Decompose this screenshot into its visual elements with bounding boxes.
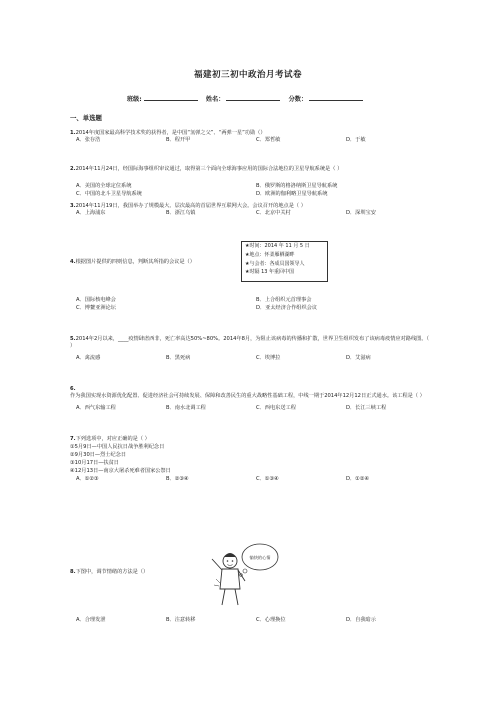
question-number: 5.: [70, 336, 76, 342]
statement-1: ①5月9日—中国人民抗日战争胜利纪念日: [70, 444, 165, 450]
question-stem: 下列选项中，对应正确的是（ ）: [75, 436, 150, 442]
option-d[interactable]: D．①②④: [346, 476, 370, 482]
option-d[interactable]: D．自我暗示: [346, 617, 376, 623]
option-b[interactable]: B．程开甲: [166, 137, 191, 143]
question-7: [70, 436, 430, 443]
question-3: [70, 203, 430, 210]
option-c[interactable]: C．博鳌亚洲论坛: [76, 305, 116, 311]
question-stem: 2014年11月24日，经国际海事组织审议通过，取得第三个面向全球海事应用的国际合法地位的卫星导航系统是（ ）: [75, 166, 343, 172]
question-2: [70, 166, 430, 173]
option-d[interactable]: D．长江三峡工程: [346, 405, 387, 411]
statement-4: ④12月13日—南京大屠杀死难者国家公祭日: [70, 468, 171, 474]
option-d[interactable]: D．于敏: [346, 137, 366, 143]
class-label: 班级:: [126, 96, 142, 103]
option-c[interactable]: C．埃博拉: [256, 355, 281, 361]
bubble-text: 愉快的心情: [249, 555, 271, 560]
question-stem: 2014年11月19日，我国举办了规模最大、层次最高的首届世界互联网大会。会议召开的地点是（ ）: [75, 203, 306, 209]
option-a[interactable]: A．合理发泄: [76, 617, 106, 623]
question-stem: 2014年度国家最高科学技术奖的获得者，是中国“氢弹之父”、“两弹一星”功勋（）: [75, 130, 266, 136]
score-blank[interactable]: [309, 94, 363, 101]
option-a[interactable]: A．西气东输工程: [76, 405, 116, 411]
option-a[interactable]: A．张存浩: [76, 137, 101, 143]
question-8: [70, 569, 200, 576]
option-d[interactable]: D．深圳宝安: [346, 210, 376, 216]
option-b[interactable]: B．上合组织元首理事会: [256, 297, 312, 303]
statement-3: ③10月17日—扶贫日: [70, 460, 119, 466]
score-label: 分数：: [288, 96, 308, 103]
cartoon-image: [200, 539, 280, 609]
question-stem: 2014年2月以来，____疫情肆虐西非，死亡率高达50%~80%。2014年8月，为阻止该病毒的传播和扩散，世界卫生组织发布了该病毒疫情应对路线图。（ ）: [70, 336, 430, 349]
question-4: [70, 259, 240, 266]
option-b[interactable]: B．俄罗斯的格洛纳斯卫星导航系统: [256, 183, 338, 189]
class-blank[interactable]: [144, 94, 198, 101]
option-d[interactable]: D．欧洲的伽利略卫星导航系统: [256, 191, 328, 197]
info-line: ★时隔 13 年重回中国: [245, 269, 295, 276]
option-a[interactable]: A．上海浦东: [76, 210, 106, 216]
question-stem: 作为我国实现水资源优化配置、促进经济社会可持续发展、保障和改善民生的重大战略性基础工程，中线一期于2014年12月12日正式通水。该工程是（ ）: [70, 393, 425, 399]
option-a[interactable]: A．国际核电峰会: [76, 297, 116, 303]
option-c[interactable]: C．①③④: [256, 476, 279, 482]
question-number: 7.: [70, 436, 76, 442]
option-c[interactable]: C．心理换位: [256, 617, 286, 623]
option-b[interactable]: B．注意转移: [166, 617, 196, 623]
statement-2: ②9月30日—烈士纪念日: [70, 452, 127, 458]
news-info-box: [241, 241, 328, 282]
option-d[interactable]: D．亚太经济合作组织会议: [256, 305, 318, 311]
question-stem: 下图中，调节情绪的方法是（）: [75, 569, 149, 575]
question-number: 8.: [70, 569, 76, 575]
option-a[interactable]: A．①②③: [76, 476, 99, 482]
student-info-line: [0, 94, 496, 103]
question-1: [70, 130, 430, 137]
page-title: 福建初三初中政治月考试卷: [193, 70, 302, 80]
option-c[interactable]: C．郑哲敏: [256, 137, 281, 143]
option-c[interactable]: C．西电东送工程: [256, 405, 296, 411]
option-a[interactable]: A．禽流感: [76, 355, 101, 361]
question-stem: 根据图片提供的四则信息，判断其所指的会议是（）: [75, 259, 195, 265]
option-b[interactable]: B．②③④: [166, 476, 189, 482]
name-blank[interactable]: [226, 94, 280, 101]
question-number: 6.: [70, 386, 76, 392]
option-b[interactable]: B．南水北调工程: [166, 405, 206, 411]
info-line: ★地点：怀柔雁栖湖畔: [245, 251, 295, 258]
question-5: [70, 336, 430, 350]
option-c[interactable]: C．北京中关村: [256, 210, 291, 216]
question-number: 3.: [70, 203, 76, 209]
question-number: 1.: [70, 130, 76, 136]
info-line: ★时间：2014 年 11 月 5 日: [245, 243, 310, 249]
option-a[interactable]: A．美国的全球定位系统: [76, 183, 132, 189]
name-label: 姓名：: [205, 96, 225, 103]
section-heading: 一、单选题: [70, 114, 102, 122]
option-d[interactable]: D．艾滋病: [346, 355, 371, 361]
info-line: ★与会者：各成员国领导人: [245, 260, 305, 267]
question-number: 2.: [70, 166, 76, 172]
question-6: [70, 386, 430, 400]
question-number: 4.: [70, 259, 76, 265]
option-c[interactable]: C．中国的北斗卫星导航系统: [76, 191, 142, 197]
option-b[interactable]: B．黑死病: [166, 355, 191, 361]
option-b[interactable]: B．浙江乌镇: [166, 210, 196, 216]
